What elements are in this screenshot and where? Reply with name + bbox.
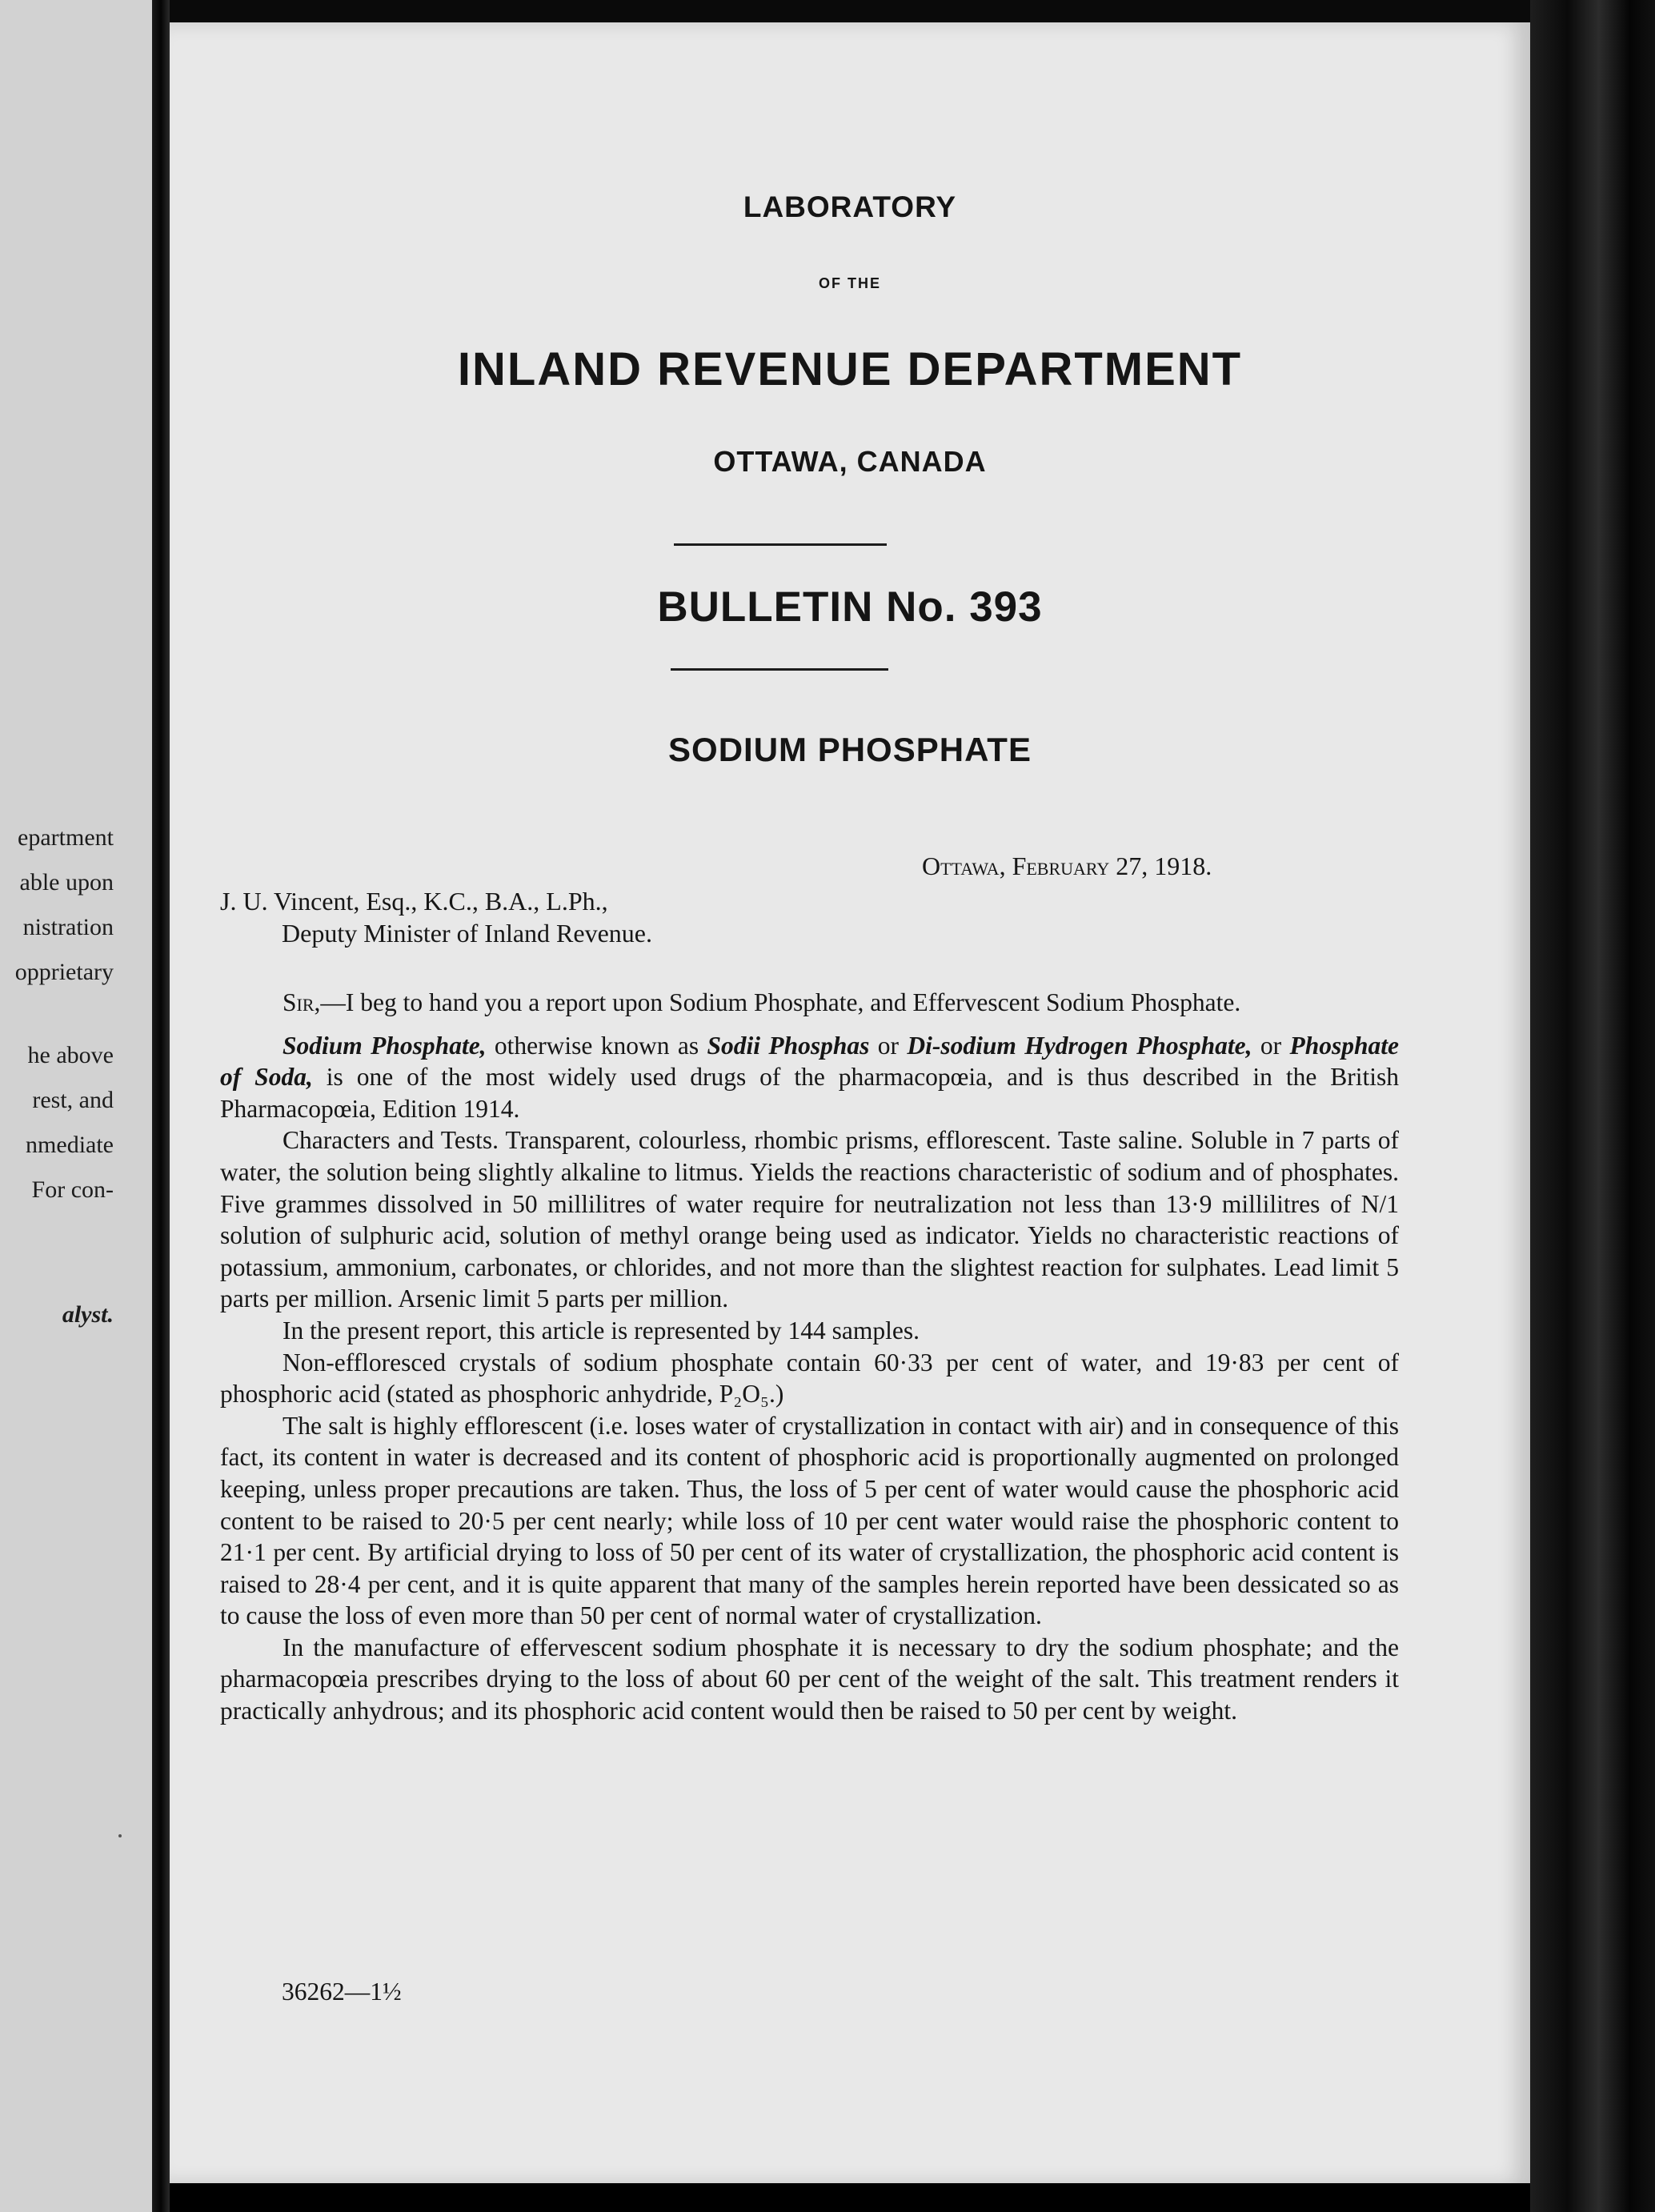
paragraph-text: otherwise known as: [486, 1031, 707, 1060]
body-paragraph: The salt is highly efflorescent (i.e. loses water of crystallization in contact with air) and in consequence of this fact, its content in water is decreased and its content of phosphoric acid is proportionally augmented on prolonged keeping, unless proper precautions are taken. Thus, the loss of 5 per cent of water would cause the phosphoric acid content to be raised to 20·5 per cent nearly; while loss of 10 per cent water would raise the phosphoric content to 21·1 per cent. By artificial drying to loss of 50 per cent of its water of crystallization, the phosphoric acid content is raised to 28·4 per cent, and it is quite apparent that many of the samples herein reported have been dessicated so as to cause the loss of even more than 50 per cent of normal water of crystallization.: [220, 1411, 1399, 1630]
book-gutter: [152, 0, 170, 2212]
letter-date: Ottawa, February 27, 1918.: [922, 852, 1212, 880]
salutation: Sir,: [283, 988, 321, 1016]
city-heading: OTTAWA, CANADA: [713, 445, 987, 478]
paragraph-text: is one of the most widely used drugs of the pharmacopœia, and is thus described in the British Pharmacopœia, Edition 1914.: [220, 1063, 1400, 1123]
left-fragment-line: For con-: [31, 1176, 114, 1203]
paragraph-text: —I beg to hand you a report upon Sodium Phosphate, and Effervescent Sodium Phosphate.: [320, 988, 1241, 1016]
bulletin-page: [170, 22, 1530, 2183]
italic-term: Sodium Phosphate,: [283, 1031, 487, 1060]
left-fragment-line: opprietary: [14, 959, 114, 985]
left-fragment-line: rest, and: [32, 1087, 114, 1113]
laboratory-heading: LABORATORY: [743, 190, 957, 223]
heading-rule: [671, 668, 888, 671]
bulletin-subject: SODIUM PHOSPHATE: [668, 731, 1032, 768]
italic-term: Phosphate of Soda,: [220, 1031, 1400, 1092]
body-paragraph: Non-effloresced crystals of sodium phosphate contain 60·33 per cent of water, and 19·83 per cent of phosphoric acid (stated as phosphoric anhydride, P₂O₅.): [220, 1348, 1399, 1409]
italic-term: Di-sodium Hydrogen Phosphate,: [907, 1031, 1252, 1060]
left-fragment-line: able upon: [19, 869, 114, 896]
left-fragment-line: nmediate: [26, 1132, 114, 1158]
left-fragment-line: nistration: [22, 914, 114, 940]
body-paragraph: [220, 987, 1399, 1019]
heading-rule: [674, 543, 887, 546]
letter-addressee: J. U. Vincent, Esq., K.C., B.A., L.Ph.,: [220, 887, 608, 916]
left-fragment-line: epartment: [18, 824, 114, 851]
bulletin-number: BULLETIN No. 393: [657, 583, 1043, 631]
paragraph-text: or: [869, 1031, 908, 1060]
left-fragment-line: alyst.: [62, 1301, 114, 1328]
department-heading: INLAND REVENUE DEPARTMENT: [457, 343, 1243, 395]
letter-addressee-title: Deputy Minister of Inland Revenue.: [282, 919, 652, 948]
letter-body: [220, 987, 1399, 1727]
body-paragraph: [220, 1030, 1399, 1125]
body-paragraph: In the present report, this article is represented by 144 samples.: [283, 1316, 920, 1344]
italic-term: Sodii Phosphas: [707, 1031, 870, 1060]
print-code: 36262—1½: [282, 1978, 402, 2006]
body-paragraph: Characters and Tests. Transparent, colourless, rhombic prisms, efflorescent. Taste saline. Soluble in 7 parts of water, the solution being slightly alkaline to litmus. Yields the reactions characteristic of sodium and of phosphates. Five grammes dissolved in 50 millilitres of water require for neutralization not less than 13·9 millilitres of N/1 solution of sulphuric acid, solution of methyl orange being used as indicator. Yields no characteristic reactions of potassium, ammonium, carbonates, or chlorides, and not more than the slightest reaction for sulphates. Lead limit 5 parts per million. Arsenic limit 5 parts per million.: [220, 1126, 1399, 1313]
body-paragraph: In the manufacture of effervescent sodium phosphate it is necessary to dry the sodium phosphate; and the pharmacopœia prescribes drying to the loss of about 60 per cent of the weight of the salt. This treatment renders it practically anhydrous; and its phosphoric acid content would then be raised to 50 per cent by weight.: [220, 1633, 1399, 1725]
left-page-speck: [118, 1834, 122, 1837]
left-page-fragment: [0, 0, 152, 2212]
left-fragment-line: he above: [27, 1042, 114, 1068]
right-scan-edge: [1530, 0, 1655, 2212]
of-the-heading: OF THE: [819, 275, 881, 291]
paragraph-text: or: [1252, 1031, 1290, 1060]
top-scan-edge: [170, 0, 1530, 22]
